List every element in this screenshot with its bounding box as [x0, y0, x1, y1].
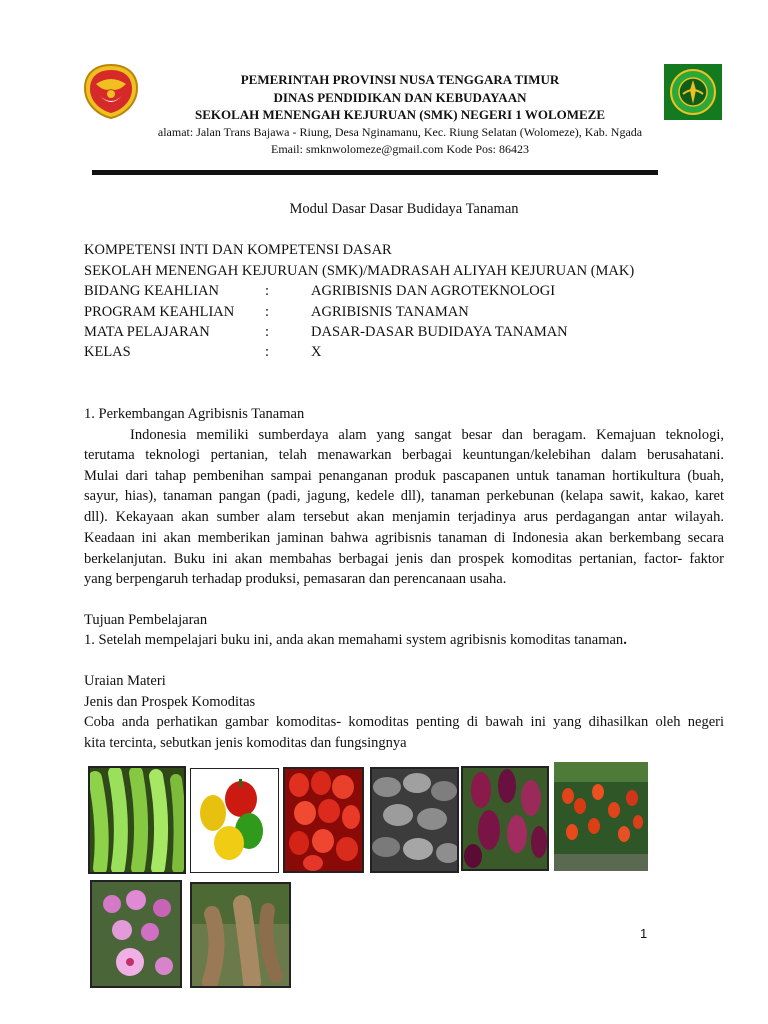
commodity-photo-bell-peppers: [190, 768, 279, 873]
paragraph-line: Indonesia memiliki sumberdaya alam yang sangat besar dan beragam. Kemajuan teknologi,: [130, 427, 724, 443]
objective-item: [84, 632, 627, 649]
header-line-3: SEKOLAH MENENGAH KEJURUAN (SMK) NEGERI 1 WOLOMEZE: [194, 107, 606, 122]
paragraph-line: Keadaan ini akan memberikan jaminan bahwa agribisnis tanaman di Indonesia akan berkembang secara: [84, 530, 724, 546]
competency-heading-1: KOMPETENSI INTI DAN KOMPETENSI DASAR: [84, 242, 392, 258]
material-line: kita tercinta, sebutkan jenis komoditas dan fungsingnya: [84, 735, 407, 751]
commodity-photo-cassava-roots: [190, 882, 291, 988]
commodity-photo-vegetable-leaves: [370, 767, 459, 873]
competency-label-mapel: MATA PELAJARAN: [84, 324, 210, 340]
paragraph-line: yang berpengaruh terhadap produksi, pemasaran dan perencanaan usaha.: [84, 571, 507, 587]
commodity-photo-tomatoes: [283, 767, 364, 873]
competency-value-kelas: X: [311, 344, 322, 360]
paragraph-line: terutama teknologi pertanian, telah menawarkan berbagai keuntungan/kelebihan dalam berusahatani.: [84, 447, 724, 463]
header-address: alamat: Jalan Trans Bajawa - Riung, Desa Nginamanu, Kec. Riung Selatan (Wolomeze), Kab. Ngada: [157, 125, 643, 139]
section-heading: 1. Perkembangan Agribisnis Tanaman: [84, 406, 305, 422]
competency-label-kelas: KELAS: [84, 344, 131, 360]
competency-sep: :: [265, 304, 270, 320]
competency-label-program: PROGRAM KEAHLIAN: [84, 304, 235, 320]
competency-label-bidang: BIDANG KEAHLIAN: [84, 283, 219, 299]
objective-text: 1. Setelah mempelajari buku ini, anda akan memahami system agribisnis komoditas tanaman: [84, 632, 624, 648]
objective-heading: Tujuan Pembelajaran: [84, 612, 208, 628]
material-subheading: Jenis dan Prospek Komoditas: [84, 694, 256, 710]
objective-period: .: [623, 632, 627, 648]
paragraph-line: dll). Kekayaan akan sumber alam tersebut akan menjamin terjadinya arus perdagangan antar wilayah.: [84, 509, 724, 525]
competency-value-bidang: AGRIBISNIS DAN AGROTEKNOLOGI: [311, 283, 556, 299]
material-heading: Uraian Materi: [84, 673, 166, 689]
document-title: Modul Dasar Dasar Budidaya Tanaman: [289, 201, 519, 217]
paragraph-line: berkelanjutan. Buku ini akan membahas berbagai jenis dan prospek komoditas pertanian, factor- faktor: [84, 551, 724, 567]
province-emblem-logo: [82, 62, 140, 120]
competency-sep: :: [265, 344, 270, 360]
competency-value-mapel: DASAR-DASAR BUDIDAYA TANAMAN: [311, 324, 568, 340]
header-email: Email: smknwolomeze@gmail.com Kode Pos: 86423: [270, 142, 530, 156]
commodity-photo-green-bananas: [88, 766, 186, 874]
commodity-photo-cacao-pods: [461, 766, 549, 871]
page-number: 1: [640, 926, 648, 941]
header-rule: [92, 170, 658, 175]
school-emblem-logo: [664, 64, 722, 120]
material-line: Coba anda perhatikan gambar komoditas- komoditas penting di bawah ini yang dihasilkan oleh negeri: [84, 714, 724, 730]
competency-heading-2: SEKOLAH MENENGAH KEJURUAN (SMK)/MADRASAH ALIYAH KEJURUAN (MAK): [84, 263, 635, 279]
competency-sep: :: [265, 283, 270, 299]
paragraph-line: Mulai dari tahap pembenihan sampai penanganan produk pascapanen untuk tanaman hortikultura (buah,: [84, 468, 724, 484]
commodity-photo-cherry-tomato-plants: [554, 762, 648, 871]
competency-value-program: AGRIBISNIS TANAMAN: [311, 304, 469, 320]
header-line-2: DINAS PENDIDIKAN DAN KEBUDAYAAN: [273, 90, 527, 105]
header-line-1: PEMERINTAH PROVINSI NUSA TENGGARA TIMUR: [240, 72, 560, 87]
commodity-photo-orchids: [90, 880, 182, 988]
paragraph-line: sayur, hias), tanaman pangan (padi, jagung, kedele dll), tanaman perkebunan (kelapa sawit, kakao, karet: [84, 488, 724, 504]
competency-sep: :: [265, 324, 270, 340]
